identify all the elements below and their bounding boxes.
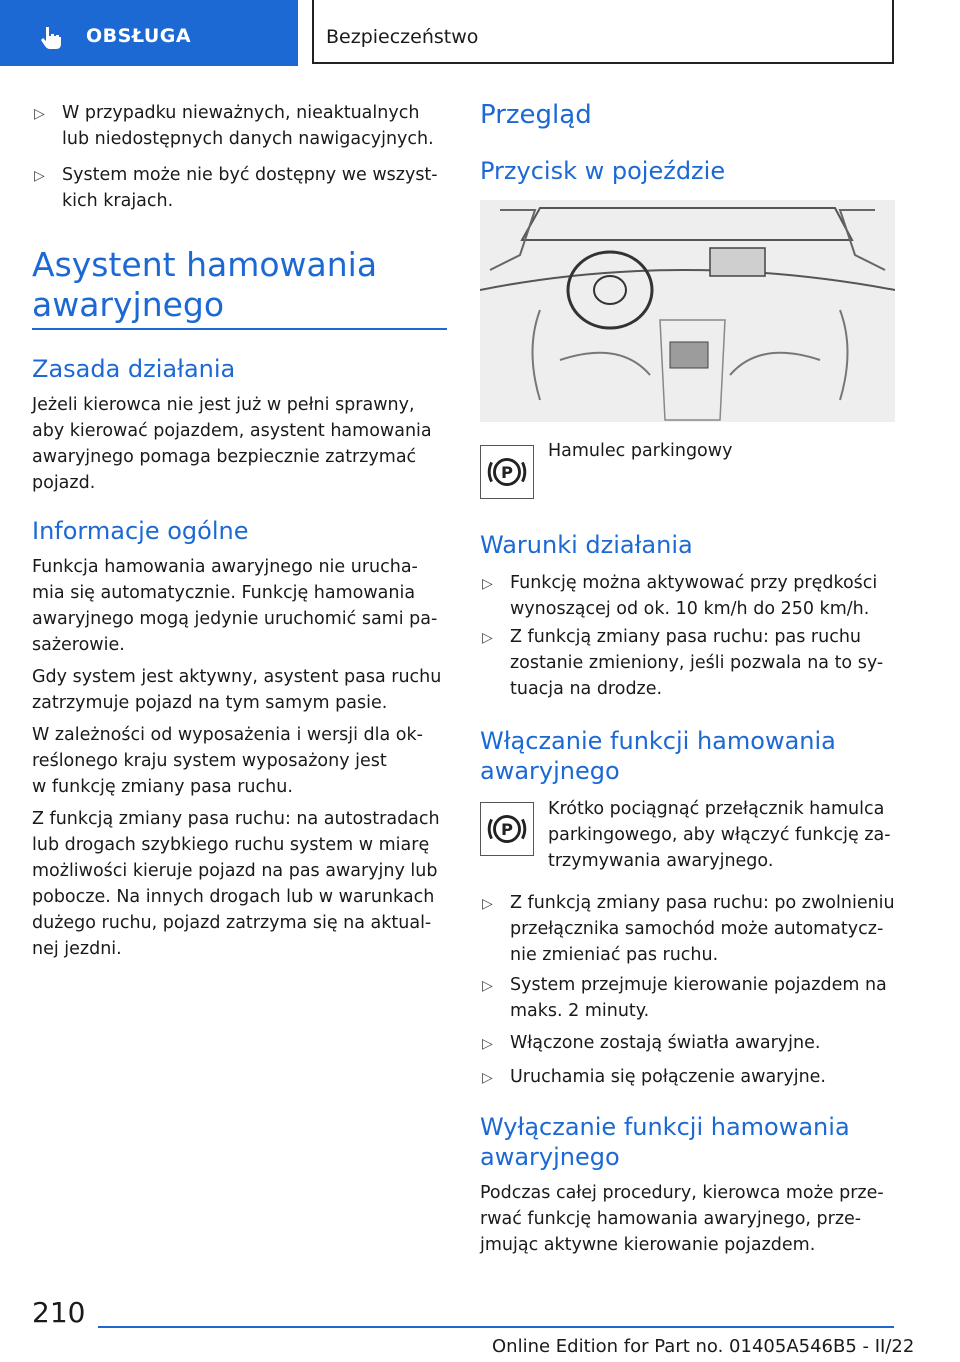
subheading-zasada: Zasada działania (32, 355, 236, 383)
edition-text: Online Edition for Part no. 01405A546B5 - II/22 (492, 1336, 915, 1357)
bullet-icon: ▷ (34, 106, 45, 122)
text-line: aby kierować pojazdem, asystent hamowania (32, 421, 432, 441)
text-line: lub drogach szybkiego ruchu system w miarę (32, 835, 430, 855)
bullet-line: nie zmieniać pas ruchu. (510, 945, 719, 965)
text-line: parkingowego, aby włączyć funkcję za- (548, 825, 891, 845)
text-line: rwać funkcję hamowania awaryjnego, prze- (480, 1209, 862, 1229)
heading-warunki: Warunki działania (480, 531, 693, 559)
text-line: Podczas całej procedury, kierowca może prze- (480, 1183, 884, 1203)
text-line: w funkcję zmiany pasa ruchu. (32, 777, 293, 797)
bullet-icon: ▷ (482, 896, 493, 912)
bullet-line: Z funkcją zmiany pasa ruchu: po zwolnieniu (510, 893, 895, 913)
svg-text:P: P (501, 462, 513, 482)
text-line: mia się automatycznie. Funkcję hamowania (32, 583, 416, 603)
bullet-icon: ▷ (482, 576, 493, 592)
section-tab (0, 0, 298, 66)
svg-text:P: P (501, 819, 513, 839)
text-line: reślonego kraju system wyposażony jest (32, 751, 387, 771)
main-heading-line: awaryjnego (32, 285, 225, 324)
bullet-line: przełącznika samochód może automatycz- (510, 919, 884, 939)
bullet-line: maks. 2 minuty. (510, 1001, 650, 1021)
page-number: 210 (32, 1296, 86, 1329)
text-line: Z funkcją zmiany pasa ruchu: na autostradach (32, 809, 440, 829)
bullet-icon: ▷ (482, 1070, 493, 1086)
bullet-line: lub niedostępnych danych nawigacyjnych. (62, 129, 434, 149)
hamulec-label: Hamulec parkingowy (548, 441, 733, 461)
bullet-line: Włączone zostają światła awaryjne. (510, 1033, 821, 1053)
text-line: dużego ruchu, pojazd zatrzyma się na aktual- (32, 913, 432, 933)
heading-przycisk: Przycisk w pojeździe (480, 157, 726, 185)
bullet-line: System może nie być dostępny we wszyst- (62, 165, 438, 185)
text-line: pobocze. Na innych drogach lub w warunkach (32, 887, 435, 907)
footer-rule (98, 1326, 894, 1328)
parking-brake-icon-box (480, 445, 534, 499)
main-heading-line: Asystent hamowania (32, 245, 378, 284)
text-line: możliwości kieruje pojazd na pas awaryjny lub (32, 861, 438, 881)
text-line: W zależności od wyposażenia i wersji dla ok- (32, 725, 423, 745)
bullet-line: kich krajach. (62, 191, 174, 211)
bullet-line: wynoszącej od ok. 10 km/h do 250 km/h. (510, 599, 870, 619)
bullet-line: Funkcję można aktywować przy prędkości (510, 573, 878, 593)
text-line: Funkcja hamowania awaryjnego nie urucha- (32, 557, 418, 577)
text-line: pojazd. (32, 473, 96, 493)
chapter-title: Bezpieczeństwo (326, 26, 479, 48)
bullet-line: Z funkcją zmiany pasa ruchu: pas ruchu (510, 627, 862, 647)
bullet-icon: ▷ (482, 978, 493, 994)
parking-brake-icon (481, 803, 533, 855)
heading-wlaczanie: Włączanie funkcji hamowania (480, 727, 836, 755)
text-line: Gdy system jest aktywny, asystent pasa ruchu (32, 667, 442, 687)
bullet-line: System przejmuje kierowanie pojazdem na (510, 975, 887, 995)
text-line: Jeżeli kierowca nie jest już w pełni sprawny, (32, 395, 415, 415)
bullet-line: Uruchamia się połączenie awaryjne. (510, 1067, 826, 1087)
heading-wylaczanie: Wyłączanie funkcji hamowania (480, 1113, 850, 1141)
dashboard-illustration (480, 200, 895, 422)
text-line: awaryjnego mogą jedynie uruchomić sami pa- (32, 609, 438, 629)
chapter-header (312, 0, 894, 64)
parking-brake-icon-box (480, 802, 534, 856)
text-line: sażerowie. (32, 635, 125, 655)
text-line: jmując aktywne kierowanie pojazdem. (480, 1235, 816, 1255)
section-label: OBSŁUGA (86, 25, 192, 47)
heading-wylaczanie: awaryjnego (480, 1143, 620, 1171)
subheading-informacje: Informacje ogólne (32, 517, 249, 545)
bullet-line: tuacja na drodze. (510, 679, 663, 699)
parking-brake-icon (481, 446, 533, 498)
bullet-icon: ▷ (34, 168, 45, 184)
bullet-line: zostanie zmieniony, jeśli pozwala na to sy- (510, 653, 884, 673)
text-line: Krótko pociągnąć przełącznik hamulca (548, 799, 885, 819)
bullet-icon: ▷ (482, 630, 493, 646)
text-line: zatrzymuje pojazd na tym samym pasie. (32, 693, 388, 713)
heading-wlaczanie: awaryjnego (480, 757, 620, 785)
heading-przeglad: Przegląd (480, 100, 592, 130)
text-line: trzymywania awaryjnego. (548, 851, 774, 871)
hand-pointer-icon (38, 24, 66, 52)
text-line: awaryjnego pomaga bezpiecznie zatrzymać (32, 447, 417, 467)
bullet-line: W przypadku nieważnych, nieaktualnych (62, 103, 420, 123)
text-line: nej jezdni. (32, 939, 122, 959)
heading-rule (32, 328, 447, 330)
bullet-icon: ▷ (482, 1036, 493, 1052)
